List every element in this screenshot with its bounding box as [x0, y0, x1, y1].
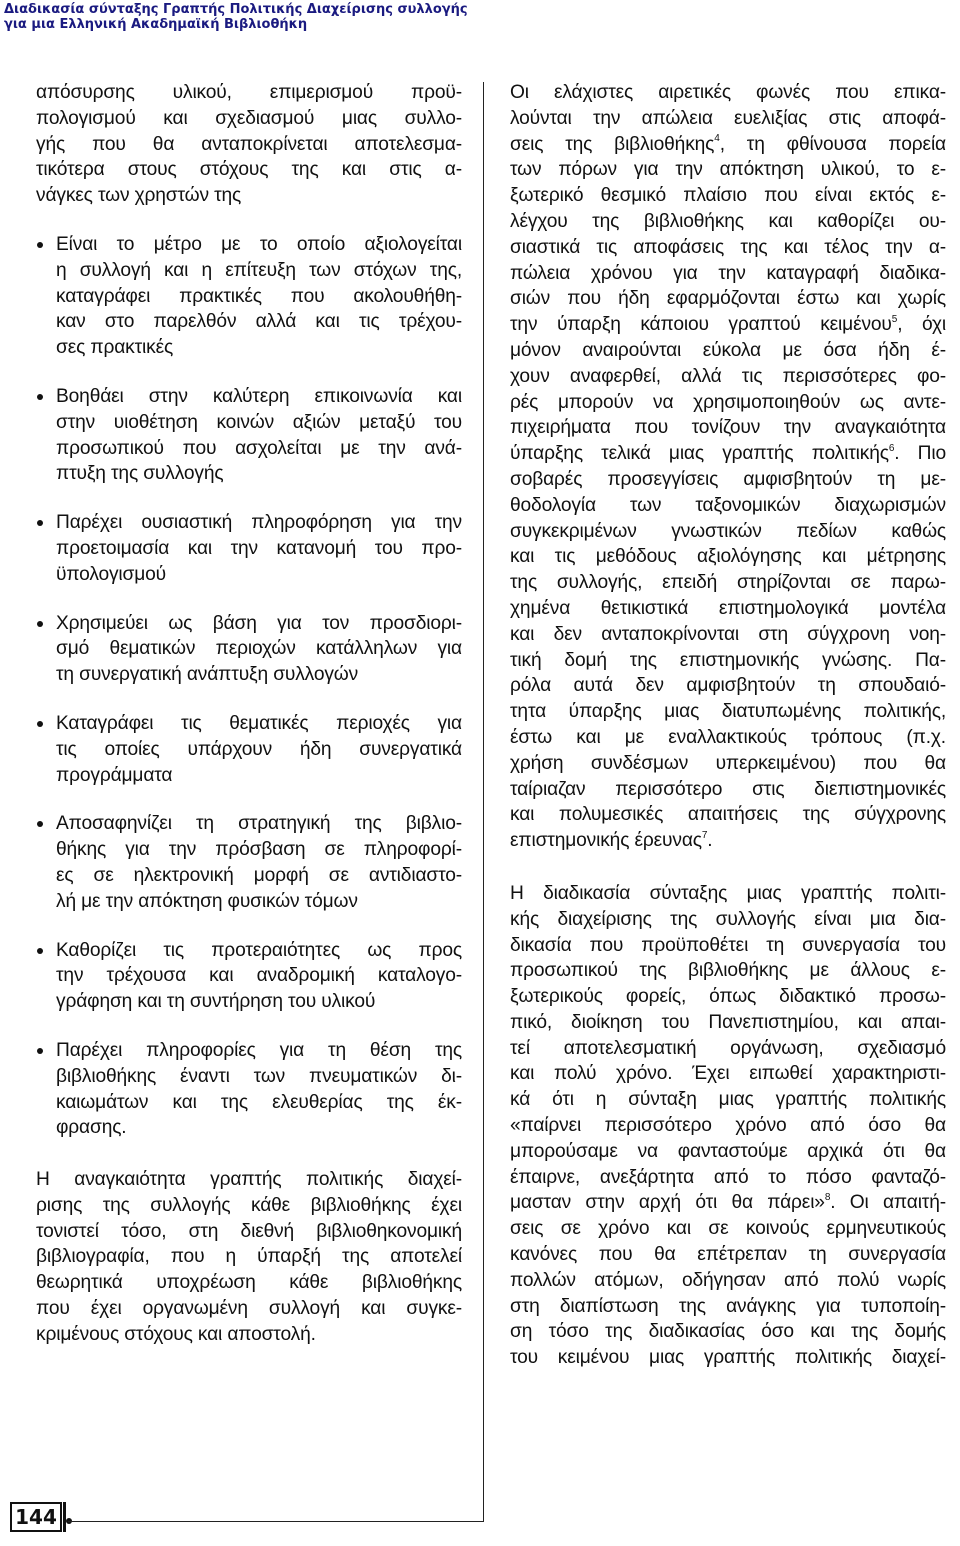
- text-line: την ύπαρξη κάποιου γραπτού κειμένου$^5$, όχι: [510, 313, 946, 336]
- text-line: απόσυρσης υλικού, επιμερισμού προϋ-: [36, 82, 462, 103]
- text-line: θοδολογία των ταξονομικών διαχωρισμών: [510, 494, 946, 516]
- footnote-ref: 6: [888, 442, 895, 454]
- text-line: τητα ύπαρξης μιας διατυπωμένης πολιτικής,: [510, 701, 946, 723]
- text-line: Οι ελάχιστες αιρετικές φωνές που επικα-: [510, 82, 946, 103]
- column-divider: [483, 82, 484, 1522]
- text-line: γής που θα ανταποκρίνεται αποτελεσμα-: [36, 133, 462, 155]
- text-line: φρασης.: [56, 1117, 127, 1139]
- text-line: πολλών ατόμων, οδήγησαν από πολύ νωρίς: [510, 1269, 946, 1291]
- text-line: προσωπικού της βιβλιοθήκης με άλλους ε-: [510, 960, 946, 982]
- body-paragraph-2: [510, 881, 946, 1371]
- text-line: σοβαρές προσεγγίσεις αμφισβητούν τη με-: [510, 468, 946, 490]
- text-line: κανόνες που θα επέτρεπαν τη συνεργασία: [510, 1244, 946, 1266]
- text-line: ση τόσο της διαδικασίας όσο και της δομής: [510, 1321, 946, 1343]
- text-line: μπορούσαμε να φανταστούμε αρχικά ότι θα: [510, 1140, 946, 1162]
- text-line: και πολυμεσικές απαιτήσεις της σύγχρονης: [510, 804, 946, 826]
- page-number: 144: [10, 1502, 62, 1532]
- text-line: στη διαπίστωση της ανάγκης για τυποποίη-: [510, 1295, 946, 1317]
- text-line: γράφηση και τη συντήρηση του υλικού: [56, 991, 376, 1013]
- text-line: ες σε ηλεκτρονική μορφή σε αντιδιαστο-: [56, 864, 462, 886]
- bullet-item: [36, 510, 462, 587]
- text-line: ρές μπορούν να χρησιμοποιηθούν ως αντε-: [510, 391, 946, 413]
- text-line: πώλεια χρόνου για την καταγραφή διαδικα-: [510, 262, 946, 284]
- text-line: σεις σε χρόνο και σε κοινούς ερμηνευτικούς: [510, 1218, 946, 1240]
- left-column: [36, 80, 462, 1348]
- text-line: Είναι το μέτρο με το οποίο αξιολογείται: [56, 233, 462, 255]
- footnote-ref: 8: [824, 1192, 831, 1204]
- text-line: Καταγράφει τις θεματικές περιοχές για: [56, 712, 462, 734]
- text-line: και δεν ανταποκρίνονται στη σύγχρονη νοη-: [510, 623, 946, 645]
- bullet-item: [36, 938, 462, 1015]
- footnote-ref: 4: [714, 133, 720, 145]
- text-line: βιβλιοθήκης έναντι των πνευματικών δι-: [56, 1065, 462, 1087]
- running-header-line-1: Διαδικασία σύνταξης Γραπτής Πολιτικής Διαχείρισης συλλογής: [4, 2, 468, 17]
- body-paragraph-1: [510, 80, 946, 854]
- text-line: κά ότι η σύνταξη μιας γραπτής πολιτικής: [510, 1089, 946, 1111]
- text-line: τονιστεί τόσο, στη διεθνή βιβλιοθηκονομική: [36, 1220, 462, 1242]
- text-line: λή με την απόκτηση φυσικών τόμων: [56, 890, 358, 912]
- text-line: ρισης της συλλογής κάθε βιβλιοθήκης έχει: [36, 1194, 462, 1216]
- text-line: καιωμάτων και της ελευθερίας της έκ-: [56, 1091, 462, 1113]
- footnote-ref: 7: [701, 829, 708, 841]
- closing-paragraph: [36, 1167, 462, 1348]
- footnote-ref: 5: [891, 313, 898, 325]
- running-header: [4, 2, 468, 32]
- text-line: καν στο παρελθόν αλλά και τις τρέχου-: [56, 311, 462, 333]
- text-line: ξωτερικούς φορείς, όπως διδακτικό προσω-: [510, 986, 946, 1008]
- text-line: Η διαδικασία σύνταξης μιας γραπτής πολιτι-: [510, 882, 946, 904]
- text-line: την τρέχουσα και αναδρομική καταλογο-: [56, 965, 462, 987]
- text-line: καταγράφει πρακτικές που ακολουθήθη-: [56, 285, 462, 307]
- bullet-item: [36, 384, 462, 487]
- text-line: πικό, διοίκηση του Πανεπιστημίου, και απαι-: [510, 1011, 946, 1033]
- text-line: λούνται την απώλεια ευελιξίας στις αποφά-: [510, 107, 946, 129]
- text-line: σιών που ήδη εφαρμόζονται έστω και χωρίς: [510, 288, 946, 310]
- text-line: προετοιμασία και την κατανομή του προ-: [56, 537, 462, 559]
- text-line: Αποσαφηνίζει τη στρατηγική της βιβλιο-: [56, 813, 462, 835]
- bullet-item: [36, 711, 462, 788]
- text-line: συγκεκριμένων γνωστικών πεδίων καθώς: [510, 520, 946, 542]
- text-line: Η αναγκαιότητα γραπτής πολιτικής διαχεί-: [36, 1169, 462, 1191]
- running-header-line-2: για μια Ελληνική Ακαδημαϊκή Βιβλιοθήκη: [4, 17, 308, 32]
- text-line: τις οποίες υπάρχουν ήδη συνεργατικά: [56, 738, 462, 760]
- text-line: μασταν στην αρχή ότι θα πάρει»$^8$. Οι απαιτή-: [510, 1192, 946, 1214]
- footer-rule: [68, 1521, 484, 1522]
- text-line: που έχει οργανωμένη συλλογή και συγκε-: [36, 1298, 462, 1320]
- text-line: τεί αποτελεσματική οργάνωση, σχεδιασμό: [510, 1037, 946, 1059]
- bullet-list: [36, 232, 462, 1141]
- page-number-bar: [63, 1502, 66, 1532]
- text-line: δικασία που προϋποθέτει τη συνεργασία του: [510, 934, 946, 956]
- bullet-item: [36, 1038, 462, 1141]
- text-line: σες πρακτικές: [56, 337, 174, 359]
- text-line: των πόρων για την απόκτηση υλικού, το ε-: [510, 159, 946, 181]
- text-line: η συλλογή και η επίτευξη των στόχων της,: [56, 259, 462, 281]
- bullet-item: [36, 232, 462, 361]
- right-column: [510, 80, 946, 1371]
- text-line: «παίρνει περισσότερο χρόνο από όσο θα: [510, 1115, 946, 1137]
- intro-paragraph: [36, 80, 462, 209]
- text-line: του κειμένου μιας γραπτής πολιτικής διαχεί-: [510, 1347, 946, 1369]
- text-line: έστω και με εναλλακτικούς τρόπους (π.χ.: [510, 726, 946, 748]
- text-line: πιχειρήματα που τονίζουν την αναγκαιότητα: [510, 417, 946, 439]
- text-line: προγράμματα: [56, 764, 173, 786]
- text-line: κής διαχείρισης της συλλογής είναι μια δια-: [510, 908, 946, 930]
- text-line: Καθορίζει τις προτεραιότητες ως προς: [56, 939, 462, 961]
- text-line: Χρησιμεύει ως βάση για τον προσδιορι-: [56, 612, 462, 634]
- text-line: ϋπολογισμού: [56, 563, 167, 585]
- text-line: βιβλιογραφία, που η ύπαρξή της αποτελεί: [36, 1246, 462, 1268]
- text-line: χουν αναφερθεί, αλλά τις περισσότερες φο-: [510, 365, 946, 387]
- bullet-item: [36, 811, 462, 914]
- text-line: μόνον αναιρούνται εύκολα με όσα ήδη έ-: [510, 339, 946, 361]
- text-line: σεις της βιβλιοθήκης$^4$, τη φθίνουσα πορεία: [510, 133, 946, 155]
- text-line: ύπαρξης τελικά μιας γραπτής πολιτικής$^6$. Πιο: [510, 442, 947, 465]
- text-line: και πολύ χρόνο. Έχει ειπωθεί χαρακτηριστι-: [510, 1063, 946, 1085]
- text-line: χρήση συνδέσμων υπερκειμένου) που θα: [510, 752, 946, 774]
- text-line: ξωτερικό θεσμικό πλαίσιο που είναι εκτός ε-: [510, 185, 946, 207]
- text-line: θήκης για την πρόσβαση σε πληροφορί-: [56, 839, 462, 861]
- text-line: τη συνεργατική ανάπτυξη συλλογών: [56, 664, 359, 686]
- text-line: επιστημονικής έρευνας$^7$.: [510, 829, 713, 852]
- text-line: σμό θεματικών περιοχών κατάλληλων για: [56, 638, 462, 660]
- text-line: πτυξη της συλλογής: [56, 463, 224, 485]
- text-line: τική δομή της επιστημονικής γνώσης. Πα-: [510, 649, 946, 671]
- text-line: της συλλογής, επειδή στηρίζονται σε παρω-: [510, 572, 946, 594]
- text-line: Παρέχει ουσιαστική πληροφόρηση για την: [56, 512, 462, 534]
- text-line: στην υιοθέτηση κοινών αξιών μεταξύ του: [56, 411, 462, 433]
- text-line: πολογισμού και σχεδιασμού μιας συλλο-: [36, 107, 462, 129]
- text-line: Παρέχει πληροφορίες για τη θέση της: [56, 1039, 462, 1061]
- text-line: χημένα θετικιστικά επιστημολογικά μοντέλα: [510, 597, 946, 619]
- text-line: Βοηθάει στην καλύτερη επικοινωνία και: [56, 385, 462, 407]
- text-line: και τις μεθόδους αξιολόγησης και μέτρησης: [510, 546, 946, 568]
- bullet-item: [36, 611, 462, 688]
- text-line: έπαιρνε, ανεξάρτητα από το πόσο φανταζό-: [510, 1166, 946, 1188]
- text-line: προσωπικού που ασχολείται με την ανά-: [56, 437, 462, 459]
- text-line: λέγχου της βιβλιοθήκης και καθορίζει ου-: [510, 210, 946, 232]
- text-line: ρόλα αυτά δεν αμφισβητούν τη σπουδαιό-: [510, 675, 946, 697]
- text-line: σιαστικά τις αποφάσεις της και τέλος την α-: [510, 236, 946, 258]
- text-line: νάγκες των χρηστών της: [36, 185, 242, 207]
- text-line: κριμένους στόχους και αποστολή.: [36, 1323, 316, 1345]
- text-line: τικότερα στους στόχους της και στις α-: [36, 159, 462, 181]
- text-line: θεωρητικά υποχρέωση κάθε βιβλιοθήκης: [36, 1272, 462, 1294]
- text-line: ταίριαζαν περισσότερο στις διεπιστημονικές: [510, 778, 946, 800]
